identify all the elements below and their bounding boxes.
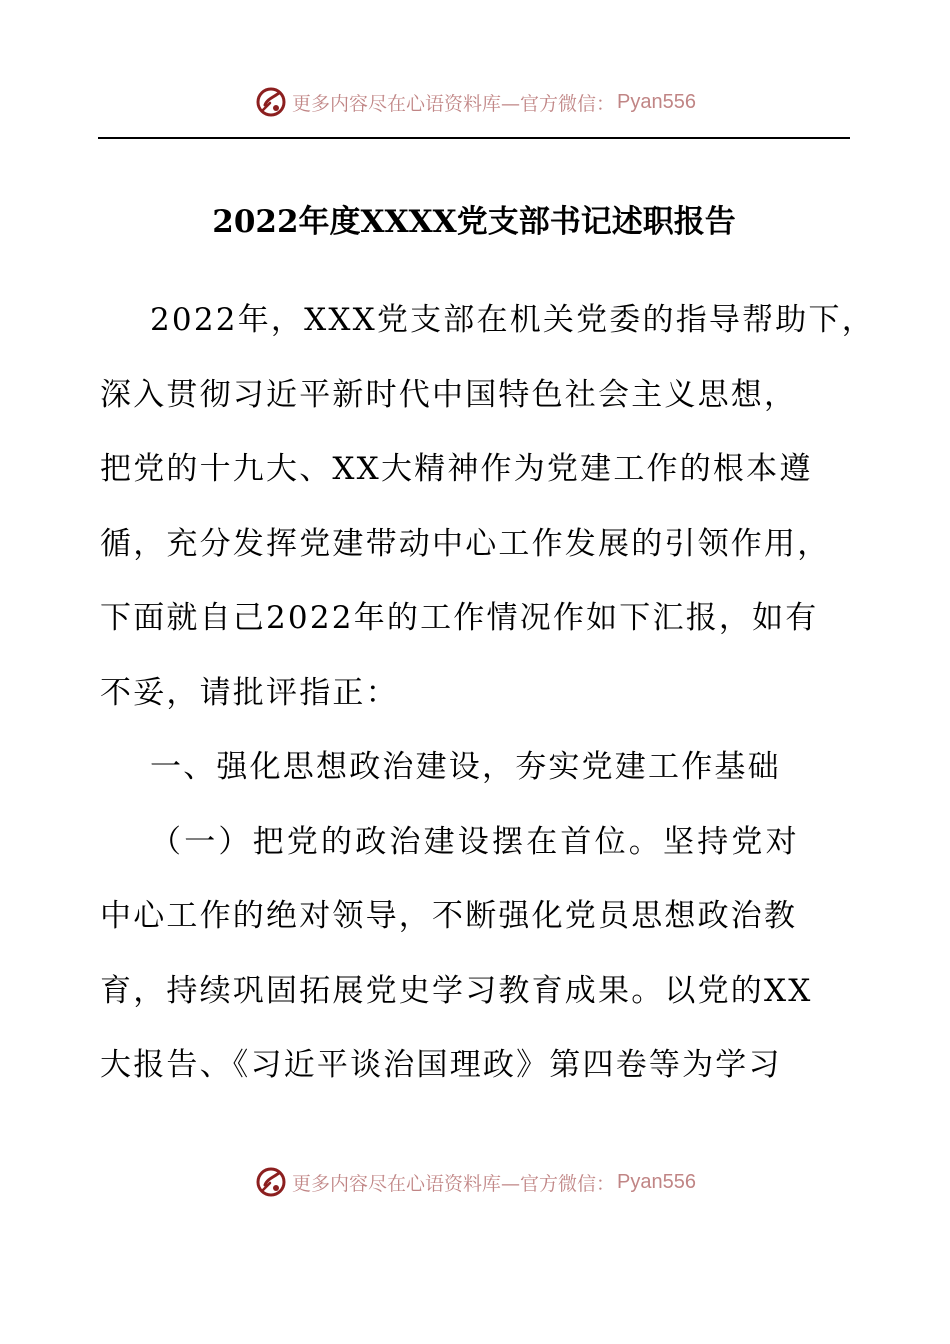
subsection-heading-line: （一）把党的政治建设摆在首位。坚持党对 bbox=[150, 823, 800, 860]
section-heading: 一、强化思想政治建设，夯实党建工作基础 bbox=[150, 749, 781, 785]
pen-heart-logo-icon bbox=[254, 85, 288, 119]
header-divider bbox=[98, 137, 850, 139]
document-title: 2022年度XXXX党支部书记述职报告 bbox=[212, 204, 736, 240]
footer-banner-text: 更多内容尽在心语资料库—官方微信： bbox=[292, 1172, 616, 1195]
pen-heart-logo-icon bbox=[254, 1165, 288, 1199]
body-line: 中心工作的绝对领导，不断强化党员思想政治教 bbox=[100, 898, 798, 934]
body-line: 大报告、《习近平谈治国理政》第四卷等为学习 bbox=[100, 1047, 782, 1083]
header-wechat-id: Pyan556 bbox=[617, 90, 696, 113]
body-line: 不妥，请批评指正： bbox=[100, 674, 399, 711]
body-line: 2022年，XXX党支部在机关党委的指导帮助下， bbox=[150, 302, 875, 338]
header-banner-text: 更多内容尽在心语资料库—官方微信： bbox=[292, 92, 616, 115]
body-line: 把党的十九大、XX大精神作为党建工作的根本遵 bbox=[100, 451, 813, 487]
document-body bbox=[100, 294, 875, 1114]
header-banner-content bbox=[254, 85, 696, 119]
body-line: 育，持续巩固拓展党史学习教育成果。以党的XX bbox=[100, 972, 813, 1009]
body-line: 下面就自己2022年的工作情况作如下汇报，如有 bbox=[100, 600, 819, 636]
footer-wechat-id: Pyan556 bbox=[617, 1170, 696, 1193]
body-line: 深入贯彻习近平新时代中国特色社会主义思想， bbox=[100, 376, 798, 413]
body-line: 循，充分发挥党建带动中心工作发展的引领作用， bbox=[100, 525, 831, 562]
footer-banner-content bbox=[254, 1165, 696, 1199]
header-banner[interactable] bbox=[0, 80, 950, 124]
footer-banner[interactable] bbox=[0, 1160, 950, 1204]
